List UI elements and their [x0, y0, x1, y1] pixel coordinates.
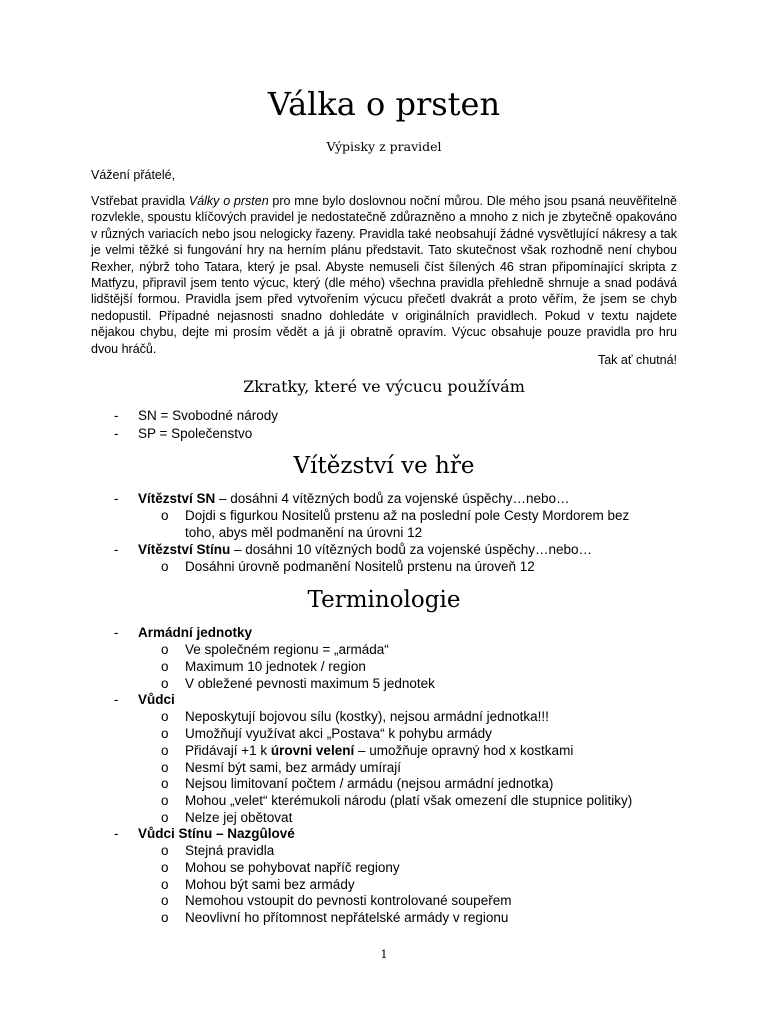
dash-marker: - [114, 426, 119, 441]
circle-marker: o [161, 659, 169, 674]
intro-paragraph [91, 193, 677, 357]
armies-subitem: Ve společném regionu = „armáda“ [185, 642, 389, 657]
circle-marker: o [161, 642, 169, 657]
victory-sn-subitem-line1: Dojdi s figurkou Nositelů prstenu až na poslední pole Cesty Mordorem bez [185, 508, 630, 523]
circle-marker: o [161, 893, 169, 908]
victory-sn-label: Vítězství SN [138, 491, 216, 506]
shadow-leaders-label-text: Vůdci Stínu – Nazgûlové [138, 826, 295, 841]
leaders-subitem: Nesmí být sami, bez armády umírají [185, 760, 402, 775]
shadow-leaders-subitem: Mohou se pohybovat napříč regiony [185, 860, 400, 875]
shadow-leaders-subitem: Mohou být sami bez armády [185, 877, 355, 892]
intro-game-name: Války o prsten [188, 194, 269, 208]
victory-shadow-text: – dosáhni 10 vítězných bodů za vojenské úspěchy…nebo… [230, 542, 592, 557]
leaders-label [138, 691, 175, 708]
circle-marker: o [161, 726, 169, 741]
dash-marker: - [114, 625, 119, 640]
leaders-label-text: Vůdci [138, 692, 175, 707]
circle-marker: o [161, 860, 169, 875]
dash-marker: - [114, 542, 119, 557]
page-number: 1 [380, 948, 388, 961]
terminology-heading: Terminologie [307, 587, 461, 613]
shadow-leaders-label [138, 825, 295, 842]
shadow-leaders-subitem: Stejná pravidla [185, 843, 275, 858]
dash-marker: - [114, 491, 119, 506]
victory-shadow-label: Vítězství Stínu [138, 542, 231, 557]
circle-marker: o [161, 676, 169, 691]
leaders-subitem-part: Přidávají +1 k [185, 743, 271, 758]
intro-text-after: pro mne bylo doslovnou noční můrou. Dle mého jsou psaná neuvěřitelně rozvlekle, spoustu klíčových pravidel je nedostatečně zdůrazněno a mnoho z nich je zbytečně opakováno v různých variacích nebo jsou nelogicky řazeny. Pravidla také neobsahují žádné vysvětlující nákresy a tak je velmi těžké si fungování hry na herním plánu představit. Tato skutečnost však rozhodně není chybou Rexher, nýbrž toho Tatara, který je psal. Abyste nemuseli číst šílených 46 stran připomínající skripta z Matfyzu, připravil jsem tento výcuc, který (dle mého) všechna pravidla přehledně shrnuje a snad podává lidštější formou. Pravidla jsem před vytvořením výcucu přečetl dvakrát a proto věřím, že jsem se chyb nedopustil. Případné nejasnosti snadno dohledáte v originálních pravidlech. Pokud v textu najdete nějakou chybu, dejte mi prosím vědět a já ji obratně opravím. Výcuc obsahuje pouze pravidla pro hru dvou hráčů. [91, 194, 677, 356]
leaders-subitem: Mohou „velet“ kterémukoli národu (platí však omezení dle stupnice politiky) [185, 793, 633, 808]
command-level-term: úrovni velení [270, 743, 355, 758]
leaders-subitem [185, 742, 573, 759]
circle-marker: o [161, 743, 169, 758]
circle-marker: o [161, 508, 169, 523]
victory-shadow-subitem: Dosáhni úrovně podmanění Nositelů prstenu na úroveň 12 [185, 559, 535, 574]
leaders-subitem: Nejsou limitovaní počtem / armádu (nejsou armádní jednotka) [185, 776, 554, 791]
document-subtitle: Výpisky z pravidel [326, 139, 442, 154]
abbrev-item: SN = Svobodné národy [138, 408, 278, 423]
victory-sn-item [138, 490, 570, 507]
armies-subitem: V obležené pevnosti maximum 5 jednotek [185, 676, 435, 691]
dash-marker: - [114, 826, 119, 841]
circle-marker: o [161, 793, 169, 808]
circle-marker: o [161, 709, 169, 724]
document-title: Válka o prsten [267, 85, 501, 123]
circle-marker: o [161, 810, 169, 825]
leaders-subitem-part: – umožňuje opravný hod x kostkami [354, 743, 574, 758]
dash-marker: - [114, 408, 119, 423]
victory-sn-subitem-line2: toho, abys měl podmanění na úrovni 12 [185, 525, 423, 540]
leaders-subitem: Neposkytují bojovou sílu (kostky), nejsou armádní jednotka!!! [185, 709, 549, 724]
circle-marker: o [161, 559, 169, 574]
shadow-leaders-subitem: Neovlivní ho přítomnost nepřátelské armády v regionu [185, 910, 509, 925]
armies-label [138, 624, 252, 641]
circle-marker: o [161, 760, 169, 775]
circle-marker: o [161, 910, 169, 925]
dash-marker: - [114, 692, 119, 707]
armies-subitem: Maximum 10 jednotek / region [185, 659, 366, 674]
victory-sn-text: – dosáhni 4 vítězných bodů za vojenské úspěchy…nebo… [215, 491, 570, 506]
armies-label-text: Armádní jednotky [138, 625, 253, 640]
circle-marker: o [161, 776, 169, 791]
circle-marker: o [161, 843, 169, 858]
leaders-subitem: Umožňují využívat akci „Postava“ k pohybu armády [185, 726, 492, 741]
shadow-leaders-subitem: Nemohou vstoupit do pevnosti kontrolované soupeřem [185, 893, 512, 908]
victory-shadow-item [138, 541, 592, 558]
circle-marker: o [161, 877, 169, 892]
abbrev-item: SP = Společenstvo [138, 426, 253, 441]
closing-line: Tak ať chutná! [597, 353, 677, 367]
victory-heading: Vítězství ve hře [293, 453, 475, 479]
greeting: Vážení přátelé, [91, 168, 176, 182]
intro-text-before: Vstřebat pravidla [91, 194, 189, 208]
leaders-subitem: Nelze jej obětovat [185, 810, 293, 825]
abbrev-heading: Zkratky, které ve výcucu používám [243, 377, 525, 396]
